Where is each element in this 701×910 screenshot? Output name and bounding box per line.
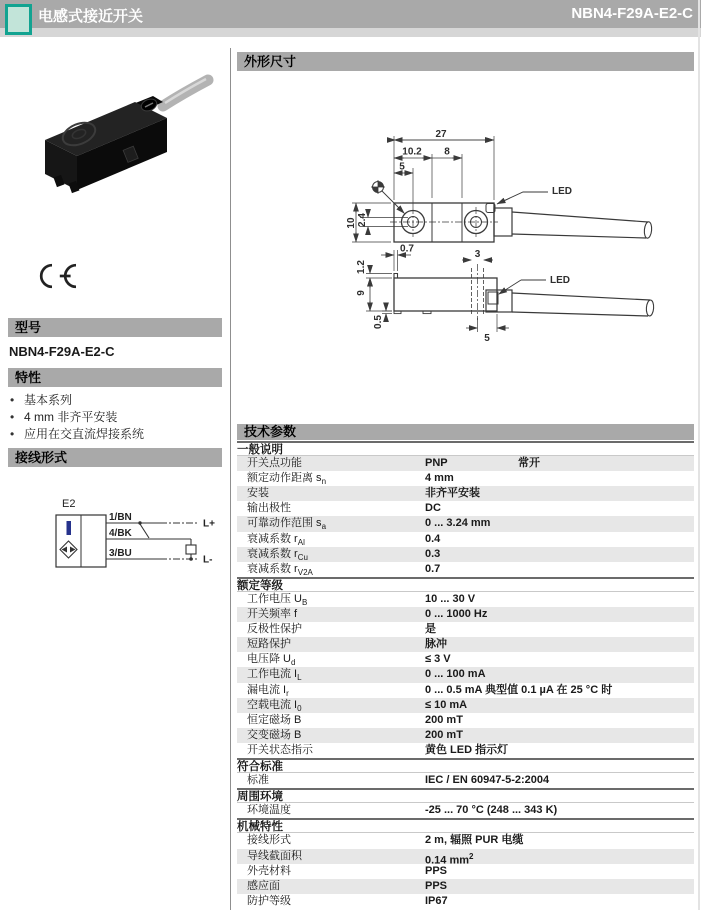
param-label: 标准 — [247, 774, 269, 787]
tech-row — [237, 456, 694, 471]
param-label: 开关点功能 — [247, 457, 302, 470]
param-label: 衰减系数 $r_{Cu}$ — [247, 547, 308, 562]
feature-item — [10, 392, 144, 409]
param-label: 衰减系数 $r_{V2A}$ — [247, 562, 313, 577]
cable — [163, 80, 208, 106]
dim-5b-label: 5 — [484, 333, 490, 344]
param-value: 0 ... 1000 Hz — [425, 608, 488, 621]
param-label: 短路保护 — [247, 638, 291, 651]
diagram-label: E2 — [62, 498, 76, 510]
switch-contact — [140, 524, 149, 538]
tech-section-header: 周围环境 — [237, 788, 694, 803]
tech-row — [237, 637, 694, 652]
param-value-2: 常开 — [518, 457, 540, 470]
feature-item — [10, 409, 144, 426]
param-label: 漏电流 $I_r$ — [247, 683, 289, 698]
param-value: PPS — [425, 864, 448, 877]
param-label: 恒定磁场 B — [247, 713, 302, 726]
dim-10v-label: 10 — [346, 217, 357, 229]
tech-row — [237, 607, 694, 622]
param-value: 非齐平安装 — [425, 487, 480, 500]
param-label: 反极性保护 — [247, 623, 302, 636]
brand-logo-icon — [5, 4, 32, 35]
param-value: 0 ... 3.24 mm — [425, 517, 491, 530]
param-label: 工作电流 $I_L$ — [247, 668, 302, 683]
feature-list — [10, 392, 144, 443]
param-label: 安装 — [247, 487, 269, 500]
tech-row — [237, 833, 694, 848]
tech-row — [237, 667, 694, 682]
param-label: 外壳材料 — [247, 864, 291, 877]
param-label: 交变磁场 B — [247, 728, 302, 741]
param-value: 0.3 — [425, 547, 441, 560]
section-dimensions-heading: 外形尺寸 — [237, 52, 694, 71]
param-value: 200 mT — [425, 713, 463, 726]
tech-row — [237, 849, 694, 867]
param-label: 衰减系数 $r_{Al}$ — [247, 532, 305, 547]
tech-row — [237, 592, 694, 607]
tech-row — [237, 879, 694, 894]
tech-row — [237, 894, 694, 909]
bullet-icon: • — [10, 427, 15, 441]
tech-table — [237, 441, 694, 909]
tech-row — [237, 803, 694, 818]
param-value: ≤ 3 V — [425, 653, 451, 666]
param-label: 导线截面积 — [247, 849, 302, 862]
tech-section-header: 额定等级 — [237, 577, 694, 592]
param-label: 接线形式 — [247, 834, 291, 847]
tech-row — [237, 864, 694, 879]
tech-row — [237, 471, 694, 486]
wire-label-bu: 3/BU — [109, 548, 132, 559]
tech-row — [237, 652, 694, 667]
param-value: 脉冲 — [425, 638, 447, 651]
tech-row — [237, 562, 694, 577]
tech-row — [237, 728, 694, 743]
param-label: 空载电流 $I_0$ — [247, 698, 302, 713]
param-label: 开关状态指示 — [247, 743, 313, 756]
param-label: 环境温度 — [247, 804, 291, 817]
param-value: 0 ... 0.5 mA 典型值 0.1 µA 在 25 °C 时 — [425, 683, 613, 696]
cable-highlight — [165, 79, 206, 103]
ce-mark-icon — [31, 261, 91, 291]
output-indicator-symbol — [67, 521, 72, 535]
dimension-drawing — [230, 120, 701, 430]
feature-text: 4 mm 非齐平安装 — [24, 410, 118, 424]
param-value: 0.4 — [425, 532, 441, 545]
dim-8-label: 8 — [444, 146, 450, 158]
dim-27-label: 27 — [435, 129, 447, 140]
led-label-side: LED — [550, 275, 570, 286]
param-label: 工作电压 $U_B$ — [247, 592, 308, 608]
section-tech-heading: 技术参数 — [237, 424, 694, 440]
led-label-top: LED — [552, 186, 572, 197]
param-label: 防护等级 — [247, 894, 291, 907]
terminal-lminus: L- — [203, 554, 213, 566]
load-symbol — [186, 545, 196, 554]
param-value: DC — [425, 502, 441, 515]
param-value: PNP — [425, 457, 448, 470]
wire-label-bk: 4/BK — [109, 528, 132, 539]
dim-1-2-label: 1.2 — [356, 260, 367, 274]
param-value: 10 ... 30 V — [425, 592, 476, 605]
connection-diagram — [48, 495, 226, 579]
tech-section-header: 符合标准 — [237, 758, 694, 773]
tech-section-header: 机械特性 — [237, 818, 694, 833]
terminal-lplus: L+ — [203, 518, 215, 530]
tech-row — [237, 547, 694, 562]
feature-text: 应用在交直流焊接系统 — [24, 427, 145, 441]
feature-item — [10, 426, 144, 443]
header-model-number: NBN4-F29A-E2-C — [571, 5, 693, 22]
section-features-heading: 特性 — [8, 368, 222, 387]
param-value: 0 ... 100 mA — [425, 668, 486, 681]
param-value: 0.7 — [425, 562, 441, 575]
tech-row — [237, 713, 694, 728]
tech-row — [237, 622, 694, 637]
dim-9-label: 9 — [356, 290, 367, 296]
model-number: NBN4-F29A-E2-C — [9, 344, 115, 359]
wire-label-bn: 1/BN — [109, 512, 132, 523]
tech-row — [237, 501, 694, 516]
param-value: -25 ... 70 °C (248 ... 343 K) — [425, 804, 558, 817]
param-value: 2 m, 辐照 PUR 电缆 — [425, 834, 524, 847]
header-strip — [0, 28, 701, 37]
param-value: 是 — [425, 623, 436, 636]
node — [138, 521, 141, 524]
tech-row — [237, 683, 694, 698]
dim-0-5-label: 0.5 — [373, 315, 384, 329]
feature-text: 基本系列 — [24, 393, 73, 407]
param-value: 4 mm — [425, 472, 454, 485]
tech-row — [237, 532, 694, 547]
section-connection-heading: 接线形式 — [8, 448, 222, 467]
product-photo — [15, 68, 215, 198]
param-label: 可靠动作范围 $s_a$ — [247, 517, 327, 532]
param-value: 200 mT — [425, 728, 463, 741]
tech-section-header: 一般说明 — [237, 441, 694, 456]
node — [189, 557, 193, 561]
section-model-heading: 型号 — [8, 318, 222, 337]
tech-row — [237, 486, 694, 501]
tech-row — [237, 773, 694, 788]
bullet-icon: • — [10, 393, 15, 407]
dim-2-4-label: 2.4 — [357, 213, 368, 227]
param-value: ≤ 10 mA — [425, 698, 468, 711]
bullet-icon: • — [10, 410, 15, 424]
param-value: 0.14 $mm^2$ — [425, 851, 474, 867]
param-value: 黄色 LED 指示灯 — [425, 743, 509, 756]
param-label: 开关频率 f — [247, 608, 298, 621]
param-value: IP67 — [425, 894, 448, 907]
param-label: 输出极性 — [247, 502, 291, 515]
param-label: 电压降 $U_d$ — [247, 653, 296, 668]
dim-5-label: 5 — [399, 161, 405, 173]
param-label: 感应面 — [247, 879, 280, 892]
param-label: 额定动作距离 $s_n$ — [247, 472, 327, 487]
tech-row — [237, 743, 694, 758]
dim-10-2-label: 10.2 — [402, 146, 422, 158]
page-title: 电感式接近开关 — [38, 8, 144, 25]
param-value: PPS — [425, 879, 448, 892]
dim-0-7-label: 0.7 — [400, 243, 414, 255]
param-value: IEC / EN 60947-5-2:2004 — [425, 774, 550, 787]
tech-row — [237, 698, 694, 713]
dim-3-label: 3 — [474, 249, 481, 260]
tech-row — [237, 516, 694, 531]
